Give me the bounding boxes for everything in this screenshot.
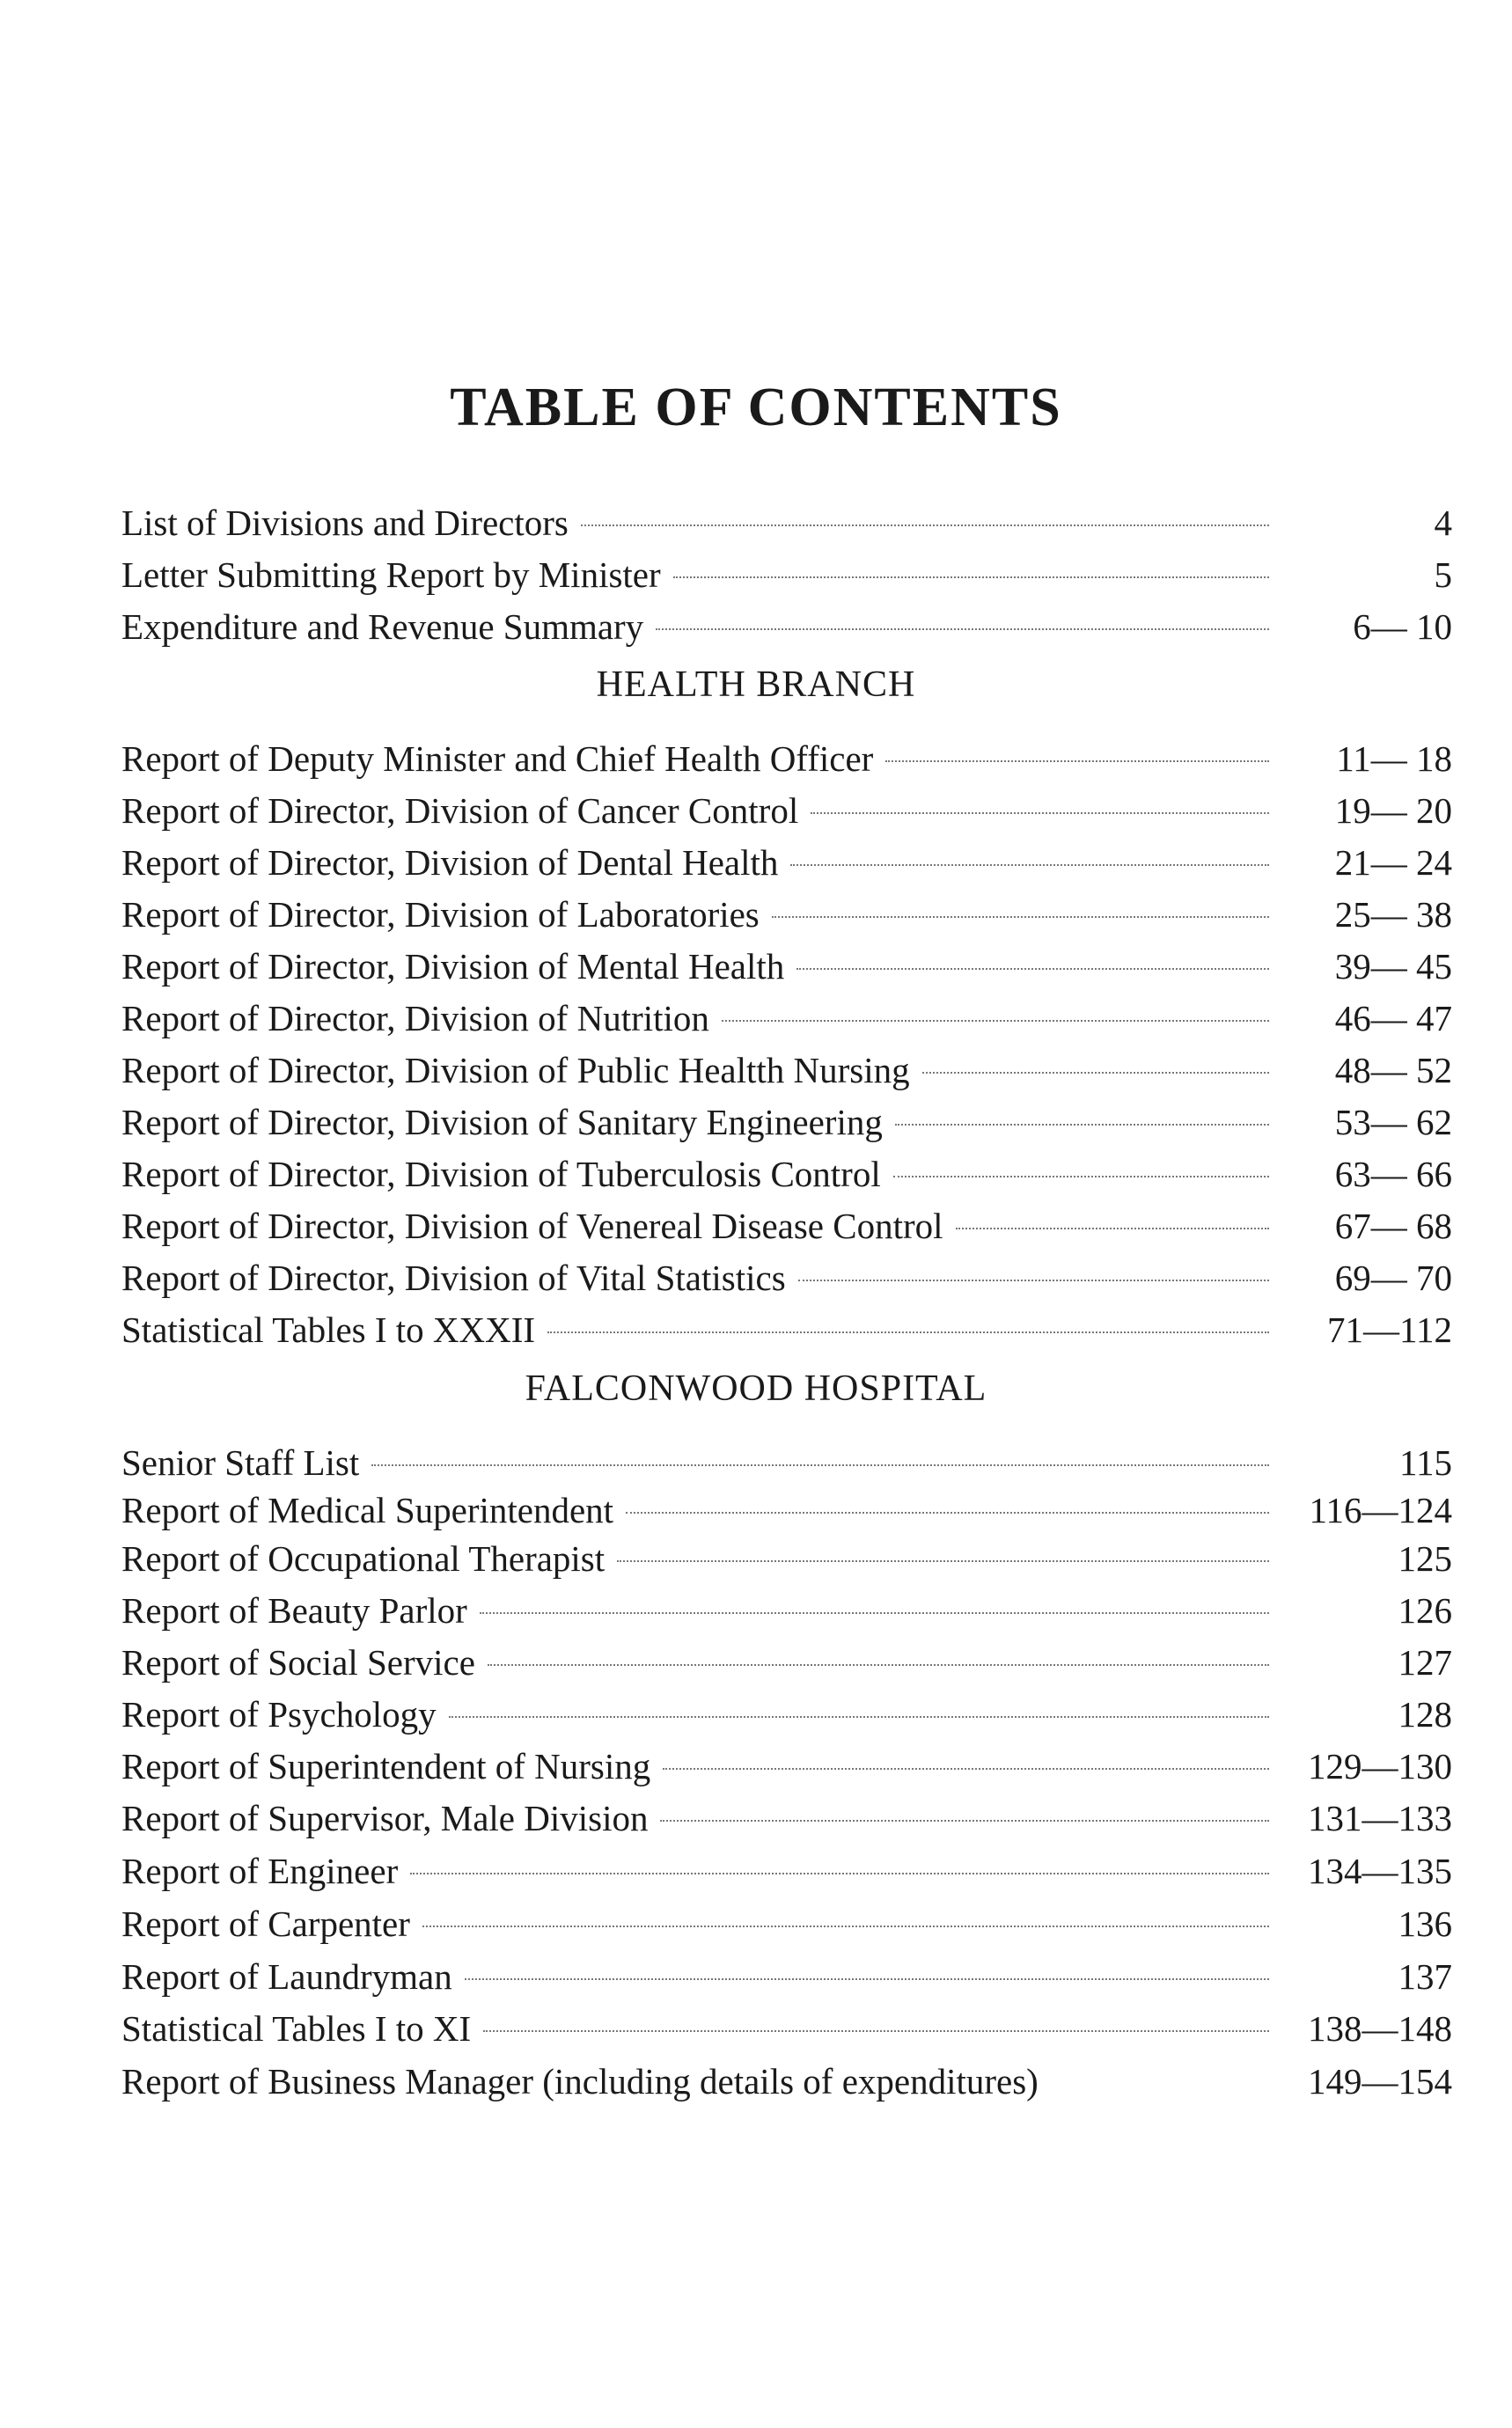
entry-label: Report of Director, Division of Public Healtth Nursing <box>121 1050 910 1090</box>
dot-leader <box>480 1612 1269 1614</box>
dot-leader <box>798 1280 1269 1281</box>
dot-leader <box>660 1820 1269 1822</box>
dot-leader <box>772 916 1269 918</box>
entry-pages: 115 <box>1399 1442 1452 1483</box>
entry-pages: 4 <box>1434 502 1452 543</box>
entry-label: Report of Beauty Parlor <box>121 1590 467 1631</box>
section-heading-health-branch: HEALTH BRANCH <box>596 664 916 705</box>
dot-leader <box>483 2030 1269 2032</box>
dot-leader <box>893 1176 1269 1177</box>
toc-entry <box>121 1253 1452 1302</box>
entry-pages: 5 <box>1434 554 1452 595</box>
entry-pages: 116—124 <box>1309 1490 1452 1530</box>
entry-pages: 6— 10 <box>1353 606 1452 647</box>
toc-entry <box>121 1485 1452 1535</box>
toc-entry <box>121 994 1452 1043</box>
toc-entry <box>121 550 1452 599</box>
entry-label: Report of Occupational Therapist <box>121 1538 606 1579</box>
dot-leader <box>465 1978 1269 1980</box>
toc-entry <box>121 1793 1452 1843</box>
toc-entry <box>121 2004 1452 2053</box>
dot-leader <box>449 1716 1269 1718</box>
dot-leader <box>547 1331 1269 1333</box>
entry-label: Report of Director, Division of Cancer Control <box>121 790 799 831</box>
toc-entry <box>121 1846 1452 1896</box>
toc-entry <box>121 890 1452 939</box>
toc-entry <box>121 1201 1452 1251</box>
toc-entry <box>121 1097 1452 1147</box>
entry-pages: 25— 38 <box>1334 894 1452 935</box>
entry-label: Letter Submitting Report by Minister <box>121 554 661 595</box>
toc-entry <box>121 498 1452 547</box>
dot-leader <box>626 1512 1269 1514</box>
dot-leader <box>895 1124 1269 1126</box>
entry-label: Report of Social Service <box>121 1642 475 1683</box>
toc-entry <box>121 2057 1452 2106</box>
toc-entry <box>121 1149 1452 1199</box>
toc-entry <box>121 1438 1452 1487</box>
entry-label: Report of Director, Division of Dental Health <box>121 842 779 883</box>
entry-pages: 136 <box>1398 1904 1452 1944</box>
dot-leader <box>790 864 1269 866</box>
entry-pages: 21— 24 <box>1334 842 1452 883</box>
entry-label: Expenditure and Revenue Summary <box>121 606 644 647</box>
entry-label: Report of Director, Division of Nutrition <box>121 998 709 1038</box>
dot-leader <box>410 1873 1269 1874</box>
entry-label: Report of Director, Division of Tuberculosis Control <box>121 1154 881 1194</box>
toc-entry <box>121 942 1452 991</box>
entry-pages: 138—148 <box>1308 2008 1452 2049</box>
entry-pages: 71—112 <box>1327 1309 1452 1350</box>
entry-label: Report of Supervisor, Male Division <box>121 1798 649 1838</box>
dot-leader <box>922 1072 1269 1074</box>
entry-label: List of Divisions and Directors <box>121 502 569 543</box>
entry-label: Statistical Tables I to XI <box>121 2008 472 2049</box>
entry-pages: 19— 20 <box>1334 790 1452 831</box>
entry-pages: 125 <box>1398 1538 1452 1579</box>
entry-pages: 137 <box>1398 1956 1452 1997</box>
dot-leader <box>956 1228 1269 1229</box>
entry-label: Report of Medical Superintendent <box>121 1490 614 1530</box>
dot-leader <box>656 628 1269 630</box>
entry-label: Report of Director, Division of Laboratories <box>121 894 760 935</box>
entry-label: Statistical Tables I to XXXII <box>121 1309 536 1350</box>
entry-pages: 39— 45 <box>1334 946 1452 987</box>
toc-entry <box>121 786 1452 835</box>
dot-leader <box>885 760 1269 762</box>
entry-label: Report of Director, Division of Mental Health <box>121 946 785 987</box>
entry-pages: 46— 47 <box>1334 998 1452 1038</box>
toc-entry <box>121 838 1452 887</box>
dot-leader <box>581 524 1269 526</box>
entry-pages: 131—133 <box>1308 1798 1452 1838</box>
entry-label: Report of Superintendent of Nursing <box>121 1746 651 1786</box>
entry-label: Senior Staff List <box>121 1442 360 1483</box>
toc-entry <box>121 1952 1452 2001</box>
toc-entry <box>121 1638 1452 1687</box>
entry-pages: 128 <box>1398 1694 1452 1735</box>
entry-pages: 126 <box>1398 1590 1452 1631</box>
entry-pages: 129—130 <box>1308 1746 1452 1786</box>
entry-label: Report of Carpenter <box>121 1904 410 1944</box>
toc-entry <box>121 1742 1452 1791</box>
entry-pages: 149—154 <box>1308 2061 1452 2102</box>
entry-pages: 127 <box>1398 1642 1452 1683</box>
entry-label: Report of Deputy Minister and Chief Health Officer <box>121 738 874 779</box>
toc-entry <box>121 1534 1452 1583</box>
toc-entry <box>121 602 1452 651</box>
entry-label: Report of Laundryman <box>121 1956 452 1997</box>
toc-entry <box>121 1045 1452 1095</box>
dot-leader <box>371 1464 1269 1466</box>
entry-pages: 63— 66 <box>1334 1154 1452 1194</box>
entry-pages: 11— 18 <box>1336 738 1452 779</box>
entry-label: Report of Director, Division of Vital Statistics <box>121 1258 786 1298</box>
dot-leader <box>673 576 1269 578</box>
dot-leader <box>422 1926 1269 1927</box>
dot-leader <box>811 812 1269 814</box>
entry-pages: 134—135 <box>1308 1851 1452 1891</box>
entry-label: Report of Director, Division of Venereal Disease Control <box>121 1206 943 1246</box>
entry-pages: 48— 52 <box>1334 1050 1452 1090</box>
entry-pages: 69— 70 <box>1334 1258 1452 1298</box>
section-heading-falconwood-hospital: FALCONWOOD HOSPITAL <box>525 1368 987 1409</box>
entry-pages: 67— 68 <box>1334 1206 1452 1246</box>
entry-label: Report of Business Manager (including details of expenditures) <box>121 2061 1039 2102</box>
toc-entry <box>121 1690 1452 1739</box>
dot-leader <box>488 1664 1269 1666</box>
dot-leader <box>617 1560 1269 1562</box>
entry-label: Report of Engineer <box>121 1851 399 1891</box>
toc-entry <box>121 734 1452 783</box>
toc-entry <box>121 1586 1452 1635</box>
entry-label: Report of Director, Division of Sanitary Engineering <box>121 1102 883 1142</box>
toc-entry <box>121 1899 1452 1948</box>
toc-entry <box>121 1305 1452 1354</box>
dot-leader <box>722 1020 1269 1022</box>
entry-pages: 53— 62 <box>1334 1102 1452 1142</box>
entry-label: Report of Psychology <box>121 1694 437 1735</box>
dot-leader <box>796 968 1269 970</box>
page-title: TABLE OF CONTENTS <box>450 378 1062 437</box>
dot-leader <box>663 1768 1269 1770</box>
